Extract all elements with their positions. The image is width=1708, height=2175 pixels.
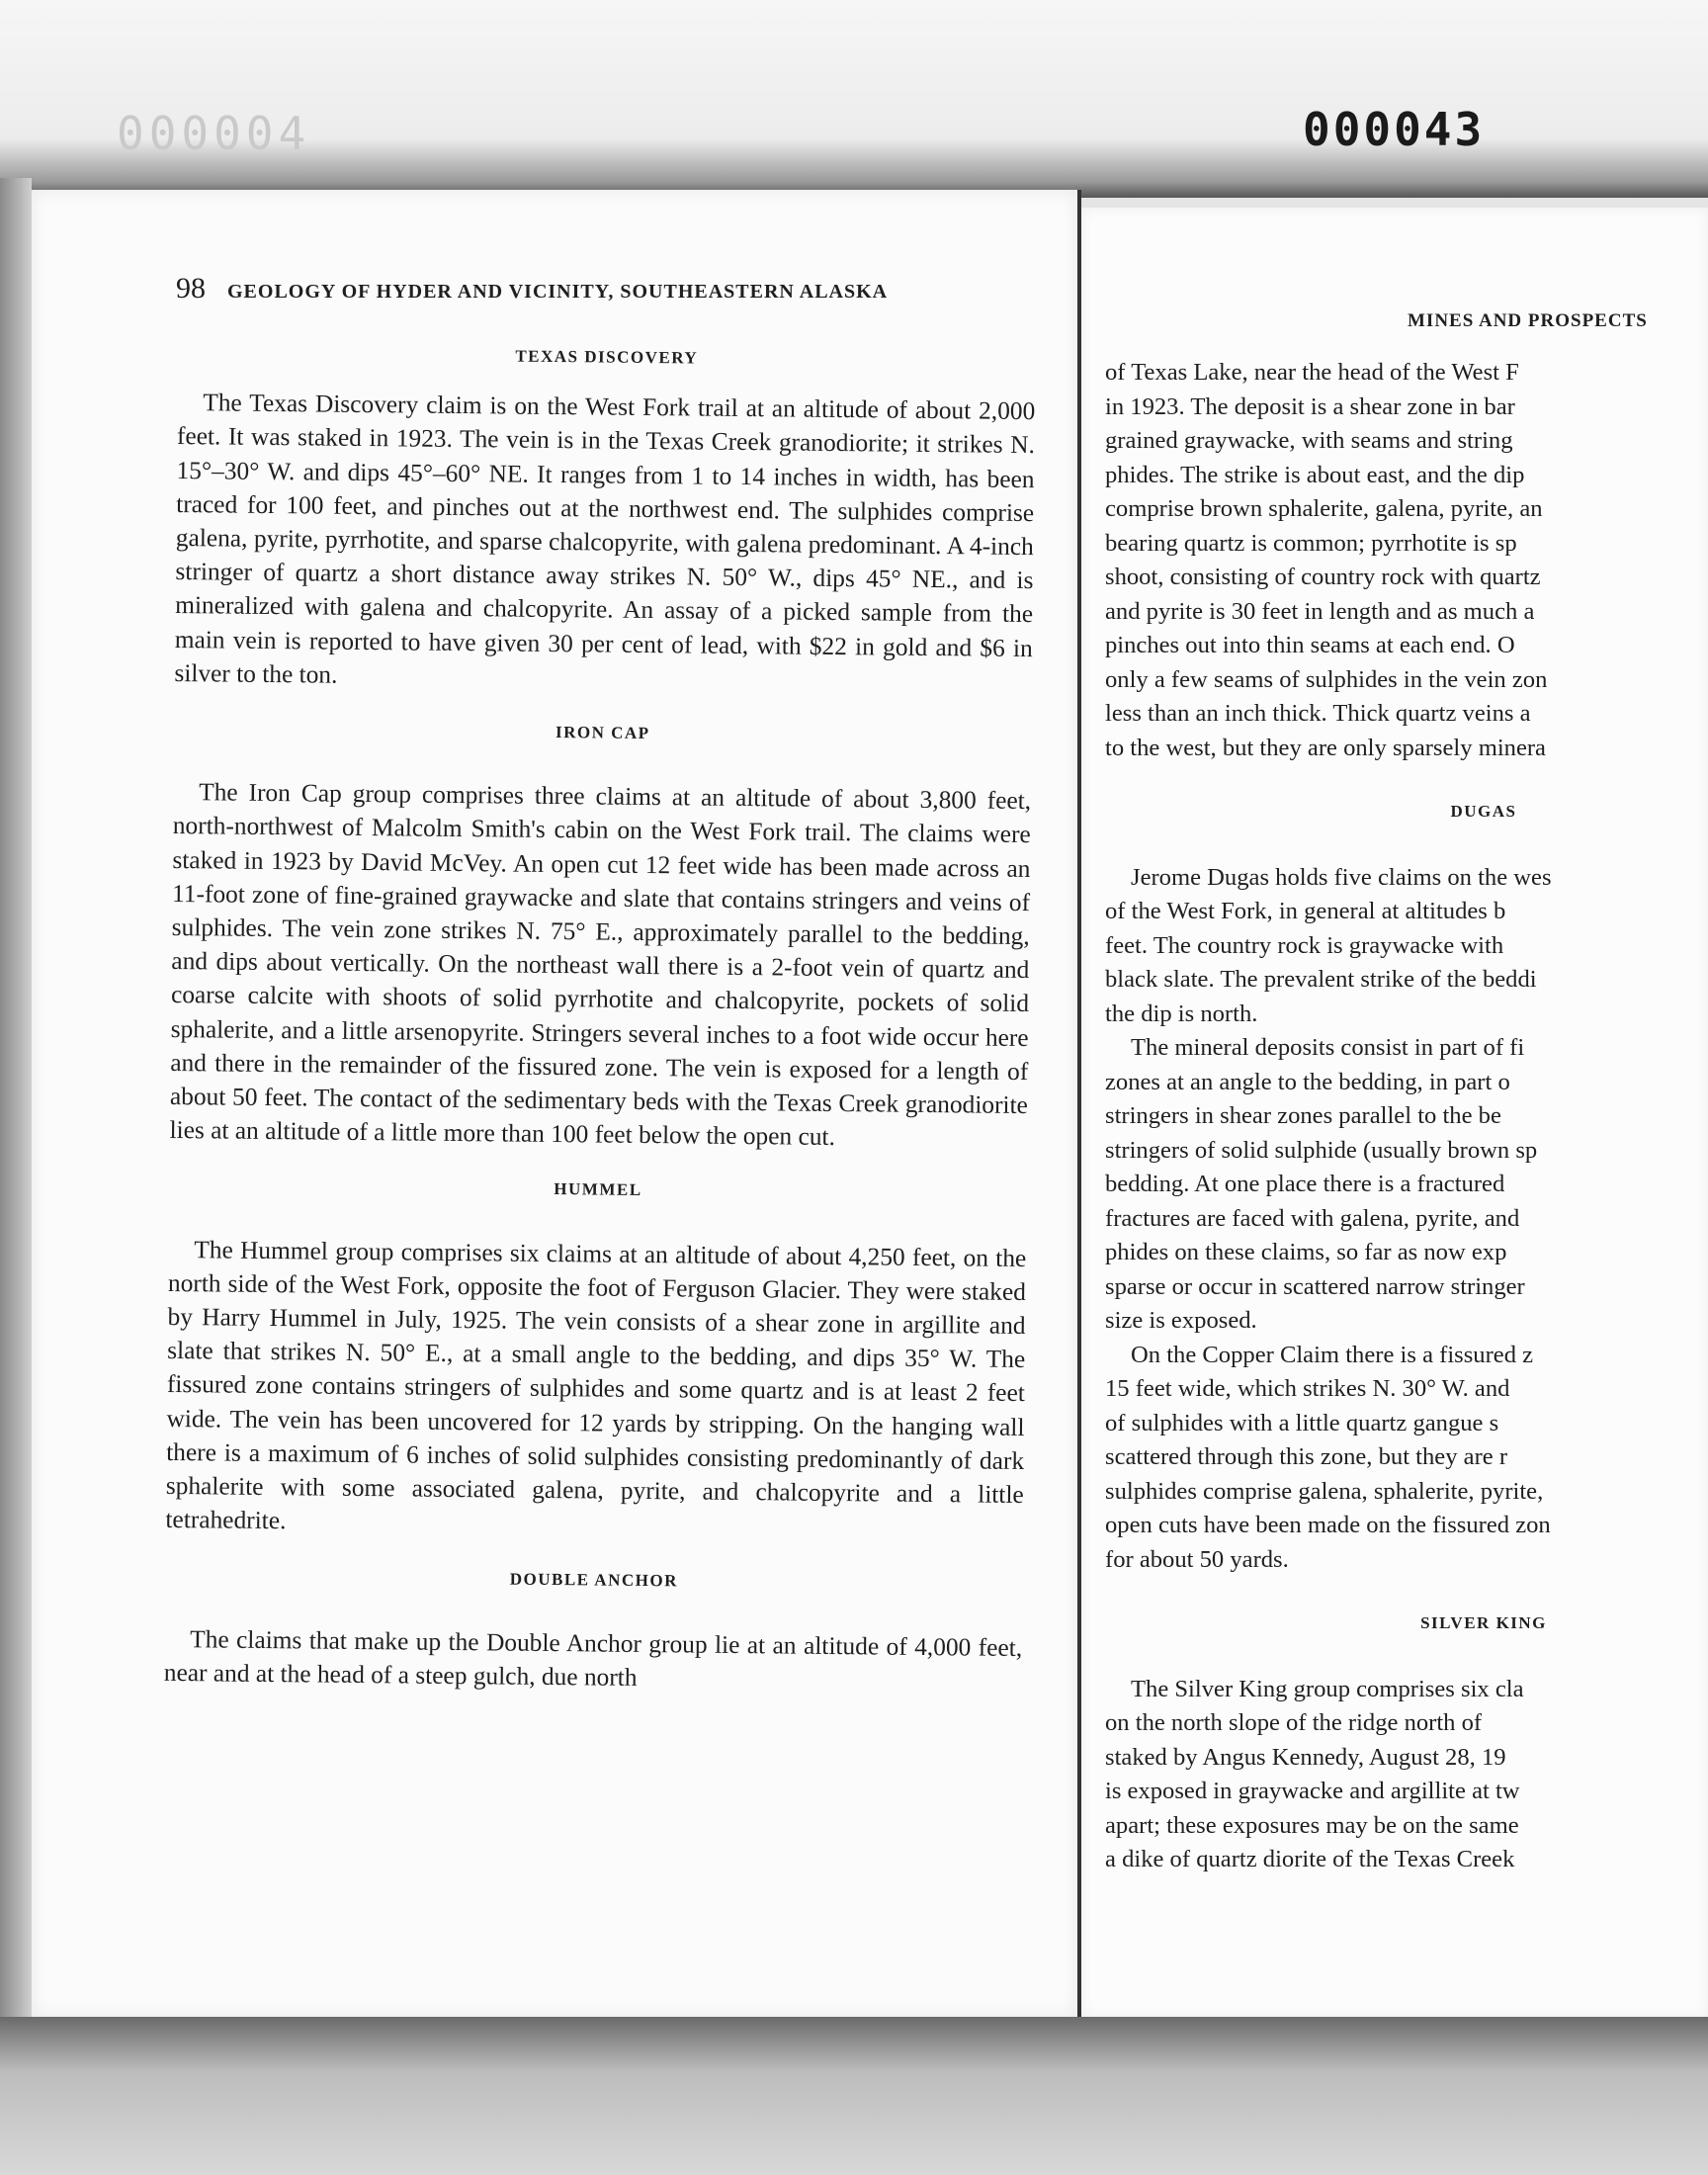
text-line: zones at an angle to the bedding, in part o	[1105, 1068, 1510, 1095]
text-line: pinches out into thin seams at each end. O	[1105, 632, 1515, 658]
text-line: comprise brown sphalerite, galena, pyrite, an	[1105, 495, 1543, 522]
text-line: only a few seams of sulphides in the vein zon	[1105, 665, 1548, 693]
text-line: The mineral deposits consist in part of fi	[1131, 1034, 1525, 1061]
text-line: bedding. At one place there is a fractured	[1105, 1171, 1505, 1197]
text-line: phides on these claims, so far as now exp	[1105, 1239, 1507, 1265]
paragraph-dugas-claims	[1105, 861, 1708, 1032]
page-number: 98	[176, 272, 206, 304]
paragraph-dugas-deposits	[1105, 1031, 1708, 1339]
text-line: The Silver King group comprises six cla	[1131, 1675, 1524, 1702]
text-line: of sulphides with a little quartz gangue s	[1105, 1409, 1499, 1436]
section-heading-hummel: HUMMEL	[554, 1179, 642, 1200]
left-running-head	[176, 272, 996, 305]
text-line: staked by Angus Kennedy, August 28, 19	[1105, 1743, 1506, 1771]
text-line: is exposed in graywacke and argillite at tw	[1105, 1778, 1520, 1804]
left-column-text	[164, 336, 1036, 1698]
paragraph-copper-claim	[1105, 1339, 1708, 1578]
text-line: fractures are faced with galena, pyrite, and	[1105, 1204, 1520, 1232]
text-line: sulphides comprise galena, sphalerite, pyrite,	[1105, 1477, 1544, 1505]
text-line: on the north slope of the ridge north of	[1105, 1709, 1483, 1736]
text-line: size is exposed.	[1105, 1307, 1257, 1334]
text-line: On the Copper Claim there is a fissured z	[1131, 1341, 1534, 1368]
text-line: shoot, consisting of country rock with quartz	[1105, 564, 1541, 590]
text-line: open cuts have been made on the fissured zon	[1105, 1512, 1551, 1538]
text-line: grained graywacke, with seams and string	[1105, 427, 1513, 454]
text-line: stringers in shear zones parallel to the be	[1105, 1102, 1501, 1129]
paragraph-hummel: The Hummel group comprises six claims at an altitude of about 4,250 feet, on the north side of the West Fork, opposite the foot of Ferguson Glacier. They were staked by Harry Hummel in July, 1925. The vein consists of a shear zone in argillite and slate that strikes N. 50° E., at a small angle to the bedding, and dips 35° W. The fissured zone contains stringers of sulphides and some quartz and is at least 2 feet wide. The vein has been uncovered for 12 yards by stripping. On the hanging wall there is a maximum of 6 inches of solid sulphides consisting predominantly of dark sphalerite with some associated galena, pyrite, and chalcopyrite and a little tetrahedrite.	[165, 1235, 1027, 1535]
text-line: a dike of quartz diorite of the Texas Creek	[1105, 1846, 1515, 1872]
paragraph-iron-cap: The Iron Cap group comprises three claims at an altitude of about 3,800 feet, north-northwest of Malcolm Smith's cabin on the West Fork trail. The claims were staked in 1923 by David McVey. An open cut 12 feet wide has been made across an 11-foot zone of fine-grained graywacke and slate that contains stringers and veins of sulphides. The vein zone strikes N. 75° E., approximately parallel to the bedding, and dips about vertically. On the northeast wall there is a 2-foot vein of quartz and coarse calcite with shoots of solid pyrrhotite and chalcopyrite, pockets of solid sphalerite, and a little arsenopyrite. Stringers several inches to a foot wide occur here and there in the remainder of the fissured zone. The vein is exposed for a length of about 50 feet. The contact of the sedimentary beds with the Texas Creek granodiorite lies at an altitude of a little more than 100 feet below the open cut.	[169, 778, 1032, 1152]
scan-left-margin	[0, 178, 32, 2037]
text-line: for about 50 yards.	[1105, 1545, 1289, 1573]
bleed-through-number: 000004	[117, 107, 311, 160]
right-running-head: MINES AND PROSPECTS	[1408, 310, 1648, 331]
right-column-text	[1105, 356, 1708, 1877]
text-line: of the West Fork, in general at altitudes b	[1105, 898, 1506, 924]
paragraph-texas-discovery: The Texas Discovery claim is on the West Fork trail at an altitude of about 2,000 feet. It was staked in 1923. The vein is in the Texas Creek granodiorite; it strikes N. 15°–30° W. and dips 45°–60° NE. It ranges from 1 to 14 inches in width, has been traced for 100 feet, and pinches out at the northwest end. The sulphides comprise galena, pyrite, pyrrhotite, and sparse chalcopyrite, with galena predominant. A 4-inch stringer of quartz a short distance away strikes N. 50° W., dips 45° NE., and is mineralized with galena and chalcopyrite. An assay of a picked sample from the main vein is reported to have given 30 per cent of lead, with $22 in gold and $6 in silver to the ton.	[174, 389, 1036, 689]
section-heading-iron-cap: IRON CAP	[555, 723, 650, 743]
paragraph-silver-king	[1105, 1673, 1708, 1877]
text-line: to the west, but they are only sparsely minera	[1105, 734, 1546, 761]
text-line: the dip is north.	[1105, 1000, 1258, 1027]
text-line: scattered through this zone, but they are r	[1105, 1443, 1508, 1470]
paragraph-double-anchor: The claims that make up the Double Anchor group lie at an altitude of 4,000 feet, near and at the head of a steep gulch, due north	[163, 1624, 1023, 1692]
section-heading-silver-king: SILVER KING	[1420, 1613, 1547, 1632]
text-line: stringers of solid sulphide (usually brown sp	[1105, 1136, 1538, 1164]
text-line: sparse or occur in scattered narrow stringer	[1105, 1272, 1525, 1300]
text-line: apart; these exposures may be on the same	[1105, 1811, 1519, 1839]
text-line: 15 feet wide, which strikes N. 30° W. and	[1105, 1375, 1510, 1402]
section-heading-texas-discovery: TEXAS DISCOVERY	[515, 346, 699, 368]
text-line: black slate. The prevalent strike of the beddi	[1105, 966, 1537, 993]
section-heading-double-anchor: DOUBLE ANCHOR	[509, 1569, 679, 1590]
document-stamp-number: 000043	[1303, 103, 1486, 156]
text-line: Jerome Dugas holds five claims on the wes	[1131, 863, 1552, 891]
paragraph-block-texas-lake	[1105, 356, 1708, 765]
text-line: of Texas Lake, near the head of the West F	[1105, 359, 1519, 386]
scan-top-margin	[0, 0, 1708, 198]
scan-bottom-margin	[0, 2017, 1708, 2175]
text-line: and pyrite is 30 feet in length and as much a	[1105, 597, 1535, 625]
text-line: phides. The strike is about east, and the dip	[1105, 461, 1525, 488]
text-line: less than an inch thick. Thick quartz veins a	[1105, 700, 1531, 727]
text-line: in 1923. The deposit is a shear zone in bar	[1105, 392, 1515, 420]
text-line: feet. The country rock is graywacke with	[1105, 931, 1504, 959]
text-line: bearing quartz is common; pyrrhotite is sp	[1105, 529, 1517, 557]
section-heading-dugas: DUGAS	[1450, 802, 1517, 821]
running-head-title: GEOLOGY OF HYDER AND VICINITY, SOUTHEASTERN ALASKA	[227, 281, 889, 303]
